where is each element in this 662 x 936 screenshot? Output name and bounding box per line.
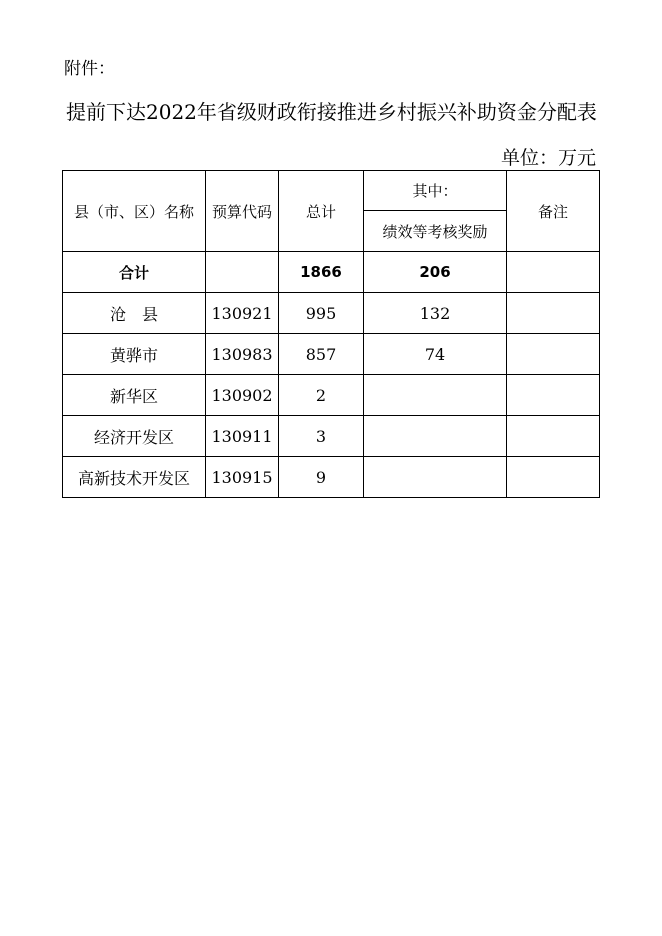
table-row	[63, 457, 600, 498]
allocation-table	[62, 170, 600, 498]
summary-performance: 206	[364, 252, 507, 293]
row-performance: 132	[364, 293, 507, 334]
row-name: 经济开发区	[63, 416, 206, 457]
row-performance	[364, 375, 507, 416]
row-remarks	[507, 293, 600, 334]
row-remarks	[507, 375, 600, 416]
row-name: 高新技术开发区	[63, 457, 206, 498]
row-total: 2	[279, 375, 364, 416]
row-name: 新华区	[63, 375, 206, 416]
table-row	[63, 416, 600, 457]
row-total: 3	[279, 416, 364, 457]
header-total: 总计	[279, 171, 364, 252]
row-name: 黄骅市	[63, 334, 206, 375]
header-performance: 绩效等考核奖励	[364, 211, 507, 252]
row-remarks	[507, 457, 600, 498]
table-row	[63, 334, 600, 375]
summary-name: 合计	[63, 252, 206, 293]
header-county: 县（市、区）名称	[63, 171, 206, 252]
table-row	[63, 375, 600, 416]
summary-row	[63, 252, 600, 293]
summary-code	[206, 252, 279, 293]
summary-total: 1866	[279, 252, 364, 293]
row-performance: 74	[364, 334, 507, 375]
row-total: 857	[279, 334, 364, 375]
row-code: 130902	[206, 375, 279, 416]
table-header-row	[63, 171, 600, 211]
row-name: 沧 县	[63, 293, 206, 334]
header-code: 预算代码	[206, 171, 279, 252]
table-row	[63, 293, 600, 334]
row-code: 130915	[206, 457, 279, 498]
attachment-label: 附件：	[64, 59, 115, 79]
summary-remarks	[507, 252, 600, 293]
row-performance	[364, 457, 507, 498]
header-remarks: 备注	[507, 171, 600, 252]
header-of-which: 其中：	[364, 171, 507, 211]
unit-label: 单位：万元	[500, 147, 596, 169]
row-code: 130921	[206, 293, 279, 334]
row-remarks	[507, 334, 600, 375]
row-code: 130911	[206, 416, 279, 457]
row-total: 995	[279, 293, 364, 334]
row-code: 130983	[206, 334, 279, 375]
row-remarks	[507, 416, 600, 457]
document-title: 提前下达2022年省级财政衔接推进乡村振兴补助资金分配表	[66, 100, 597, 124]
row-performance	[364, 416, 507, 457]
row-total: 9	[279, 457, 364, 498]
